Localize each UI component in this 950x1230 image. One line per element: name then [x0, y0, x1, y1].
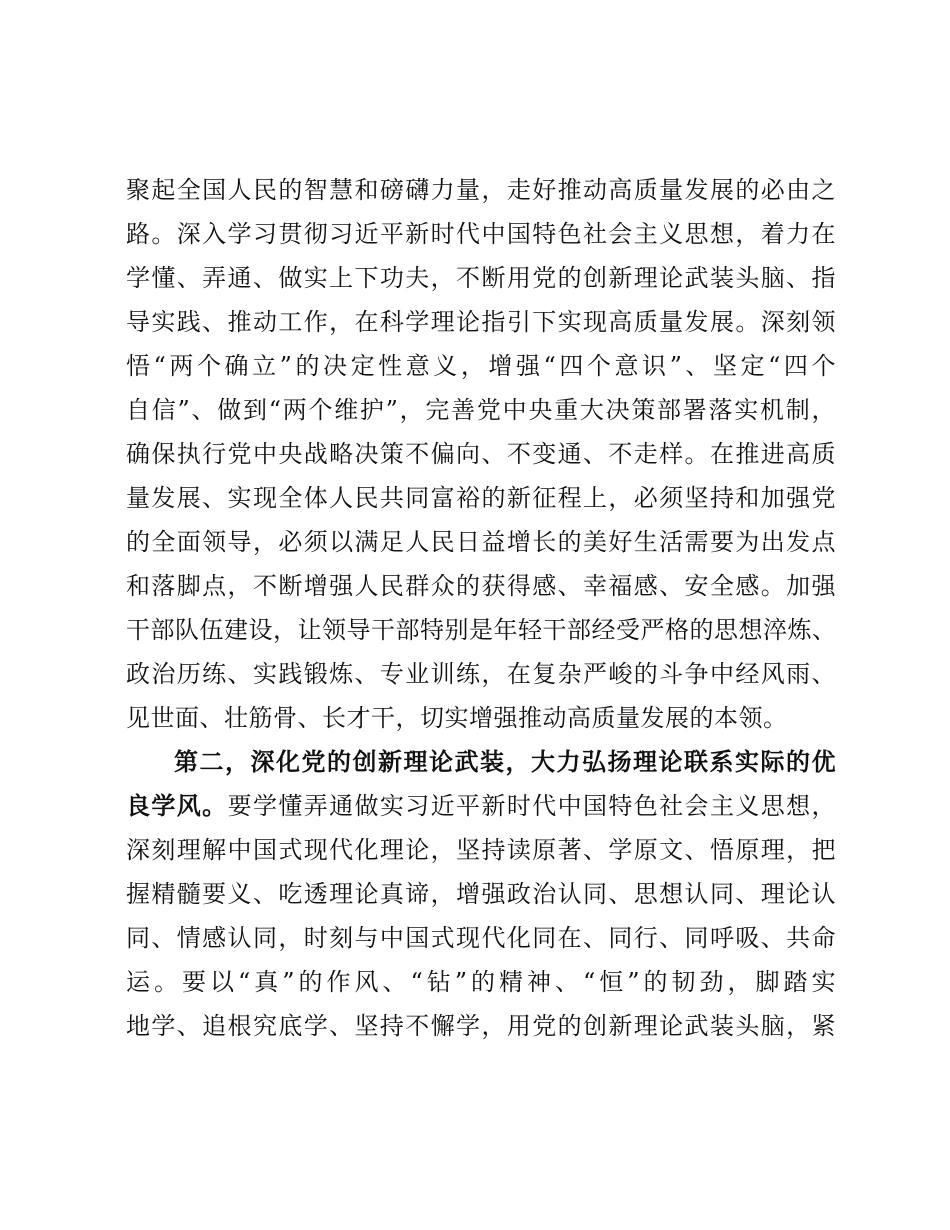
paragraph-line: 干部队伍建设，让领导干部特别是年轻干部经受严格的思想淬炼、 — [126, 616, 837, 644]
paragraph-line: 的全面领导，必须以满足人民日益增长的美好生活需要为出发点 — [126, 528, 836, 556]
paragraph-line: 聚起全国人民的智慧和磅礴力量，走好推动高质量发展的必由之 — [126, 176, 836, 204]
paragraph-line: 导实践、推动工作，在科学理论指引下实现高质量发展。深刻领 — [126, 308, 836, 336]
paragraph-line: 地学、追根究底学、坚持不懈学，用党的创新理论武装头脑，紧 — [126, 1012, 836, 1040]
paragraph-line: 运。要以“真”的作风、“钻”的精神、“恒”的韧劲，脚踏实 — [126, 968, 836, 996]
paragraph-line: 量发展、实现全体人民共同富裕的新征程上，必须坚持和加强党 — [126, 484, 836, 512]
paragraph-line: 深刻理解中国式现代化理论，坚持读原著、学原文、悟原理，把 — [126, 836, 836, 864]
paragraph-line: 学懂、弄通、做实上下功夫，不断用党的创新理论武装头脑、指 — [126, 264, 836, 292]
paragraph-line: 同、情感认同，时刻与中国式现代化同在、同行、同呼吸、共命 — [126, 924, 836, 952]
section-heading-end: 良学风。 — [126, 791, 228, 820]
paragraph-line: 路。深入学习贯彻习近平新时代中国特色社会主义思想，着力在 — [126, 220, 836, 248]
paragraph-line — [126, 784, 836, 828]
paragraph-line: 确保执行党中央战略决策不偏向、不变通、不走样。在推进高质 — [126, 440, 836, 468]
paragraph-line: 悟“两个确立”的决定性意义，增强“四个意识”、坚定“四个 — [126, 352, 836, 380]
section-heading: 第二，深化党的创新理论武装，大力弘扬理论联系实际的优 — [174, 747, 836, 776]
paragraph-1 — [126, 168, 836, 740]
paragraph-line-text: 要学懂弄通做实习近平新时代中国特色社会主义思想， — [227, 792, 837, 820]
paragraph-line: 自信”、做到“两个维护”，完善党中央重大决策部署落实机制， — [126, 396, 836, 424]
paragraph-line: 和落脚点，不断增强人民群众的获得感、幸福感、安全感。加强 — [126, 572, 836, 600]
document-body — [126, 168, 836, 1048]
paragraph-line: 政治历练、实践锻炼、专业训练，在复杂严峻的斗争中经风雨、 — [126, 660, 836, 688]
paragraph-2 — [126, 740, 836, 1048]
paragraph-line: 握精髓要义、吃透理论真谛，增强政治认同、思想认同、理论认 — [126, 880, 836, 908]
paragraph-line: 见世面、壮筋骨、长才干，切实增强推动高质量发展的本领。 — [126, 704, 788, 732]
